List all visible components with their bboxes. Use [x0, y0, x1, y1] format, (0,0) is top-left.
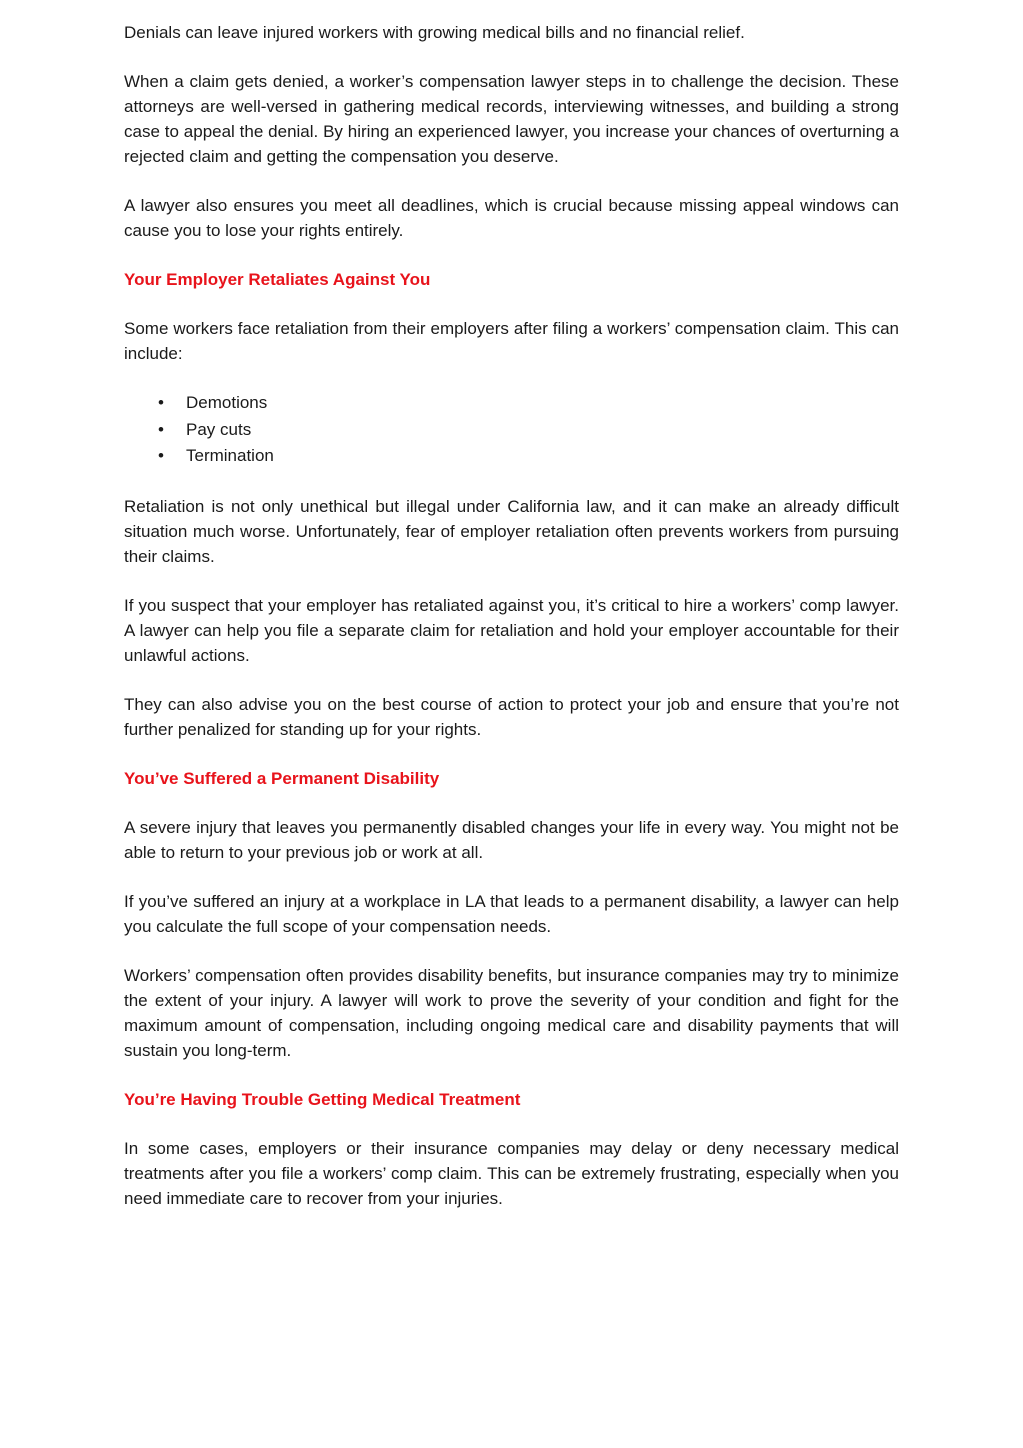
paragraph-severe-injury: A severe injury that leaves you permanently disabled changes your life in every way. You might not be able to return to your previous job or work at all. — [124, 817, 899, 862]
paragraph-denials-relief: Denials can leave injured workers with growing medical bills and no financial relief. — [124, 23, 745, 42]
paragraph-advise-protect-job: They can also advise you on the best course of action to protect your job and ensure that you’re not further penalized for standing up for your rights. — [124, 694, 899, 739]
bullet-icon: • — [158, 393, 164, 412]
list-item-label: Termination — [186, 446, 274, 465]
paragraph-suspect-retaliation: If you suspect that your employer has retaliated against you, it’s critical to hire a workers’ comp lawyer. A lawyer can help you file a separate claim for retaliation and hold your employer accountable for their unlawful actions. — [124, 595, 899, 665]
heading-medical-treatment: You’re Having Trouble Getting Medical Treatment — [124, 1089, 521, 1109]
heading-permanent-disability: You’ve Suffered a Permanent Disability — [124, 768, 440, 788]
retaliation-list — [124, 390, 899, 470]
paragraph-deadlines: A lawyer also ensures you meet all deadlines, which is crucial because missing appeal windows can cause you to lose your rights entirely. — [124, 196, 899, 240]
paragraph-retaliation-illegal: Retaliation is not only unethical but illegal under California law, and it can make an already difficult situation much worse. Unfortunately, fear of employer retaliation often prevents workers from pursuing their claims. — [124, 496, 899, 566]
list-item-label: Demotions — [186, 393, 268, 412]
list-item — [124, 417, 899, 444]
bullet-icon: • — [158, 419, 164, 439]
list-item — [124, 443, 899, 470]
paragraph-injury-la: If you’ve suffered an injury at a workplace in LA that leads to a permanent disability, a lawyer can help you calculate the full scope of your compensation needs. — [124, 891, 899, 936]
paragraph-retaliation-intro: Some workers face retaliation from their employers after filing a workers’ compensation claim. This can include: — [124, 319, 899, 363]
bullet-icon: • — [158, 446, 164, 465]
paragraph-delay-treatment: In some cases, employers or their insurance companies may delay or deny necessary medical treatments after you file a workers’ comp claim. This can be extremely frustrating, especially when you need immediate care to recover from your injuries. — [124, 1138, 899, 1208]
list-item — [124, 390, 899, 417]
heading-employer-retaliates: Your Employer Retaliates Against You — [124, 270, 431, 289]
list-item-label: Pay cuts — [186, 419, 252, 439]
document-page — [124, 20, 899, 1235]
paragraph-claim-denied: When a claim gets denied, a worker’s compensation lawyer steps in to challenge the decision. These attorneys are well-versed in gathering medical records, interviewing witnesses, and building a strong case to appeal the denial. By hiring an experienced lawyer, you increase your chances of overturning a rejected claim and getting the compensation you deserve. — [124, 72, 899, 166]
paragraph-disability-benefits: Workers’ compensation often provides disability benefits, but insurance companies may try to minimize the extent of your injury. A lawyer will work to prove the severity of your condition and fight for the maximum amount of compensation, including ongoing medical care and disability payments that will sustain you long-term. — [124, 965, 899, 1060]
